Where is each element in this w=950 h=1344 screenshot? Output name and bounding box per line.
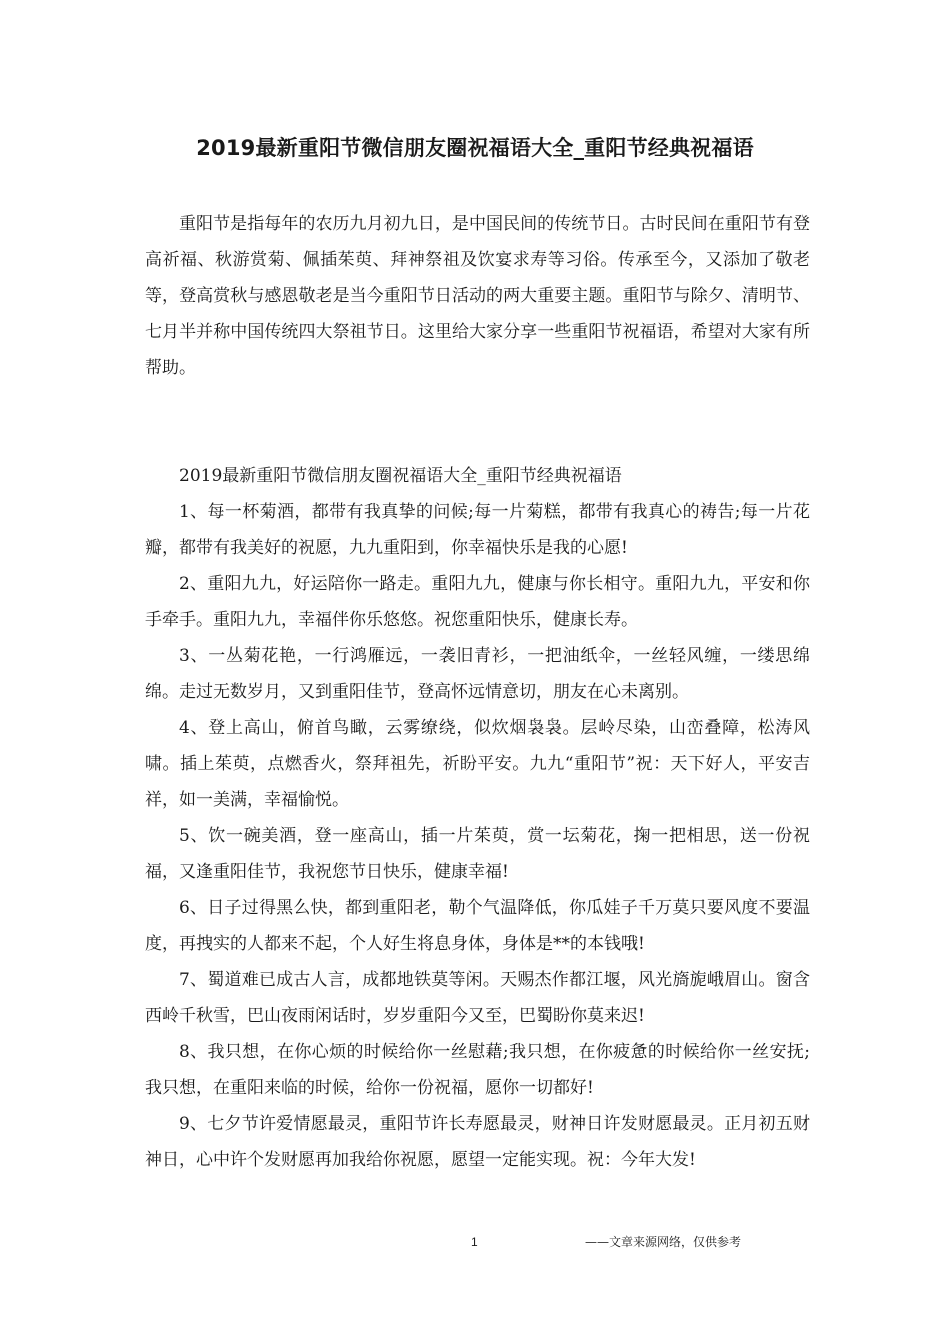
greeting-item-8: 8、我只想，在你心烦的时候给你一丝慰藉;我只想，在你疲惫的时候给你一丝安抚;我只想，在重阳来临的时候，给你一份祝福，愿你一切都好! — [145, 1042, 810, 1098]
greeting-item-9: 9、七夕节许爱情愿最灵，重阳节许长寿愿最灵，财神日许发财愿最灵。正月初五财神日，心中许个发财愿再加我给你祝愿，愿望一定能实现。祝：今年大发! — [145, 1114, 810, 1170]
greeting-item-1: 1、每一杯菊酒，都带有我真挚的问候;每一片菊糕，都带有我真心的祷告;每一片花瓣，都带有我美好的祝愿，九九重阳到，你幸福快乐是我的心愿! — [145, 502, 810, 558]
document-title: 2019最新重阳节微信朋友圈祝福语大全_重阳节经典祝福语 — [196, 136, 754, 160]
paragraph-spacer — [145, 386, 810, 422]
greeting-item-4: 4、登上高山，俯首鸟瞰，云雾缭绕，似炊烟袅袅。层岭尽染，山峦叠障，松涛风啸。插上茱萸，点燃香火，祭拜祖先，祈盼平安。九九“重阳节”祝：天下好人，平安吉祥，如一美满，幸福愉悦。 — [145, 718, 810, 810]
page-footer — [0, 1230, 950, 1254]
greeting-item-6: 6、日子过得黑么快，都到重阳老，勒个气温降低，你瓜娃子千万莫只要风度不要温度，再拽实的人都来不起，个人好生将息身体，身体是**的本钱哦! — [145, 898, 810, 954]
paragraph-spacer — [145, 422, 810, 458]
greeting-item-5: 5、饮一碗美酒，登一座高山，插一片茱萸，赏一坛菊花，掬一把相思，送一份祝福，又逢重阳佳节，我祝您节日快乐，健康幸福! — [145, 826, 810, 882]
greeting-item-3: 3、一丛菊花艳，一行鸿雁远，一袭旧青衫，一把油纸伞，一丝轻风缠，一缕思绵绵。走过无数岁月，又到重阳佳节，登高怀远情意切，朋友在心未离别。 — [145, 646, 810, 702]
page-number: 1 — [471, 1235, 478, 1249]
document-body — [145, 206, 810, 1178]
greeting-item-2: 2、重阳九九，好运陪你一路走。重阳九九，健康与你长相守。重阳九九，平安和你手牵手。重阳九九，幸福伴你乐悠悠。祝您重阳快乐，健康长寿。 — [145, 574, 810, 630]
source-note: ——文章来源网络，仅供参考 — [585, 1235, 742, 1249]
intro-paragraph: 重阳节是指每年的农历九月初九日，是中国民间的传统节日。古时民间在重阳节有登高祈福、秋游赏菊、佩插茱萸、拜神祭祖及饮宴求寿等习俗。传承至今，又添加了敬老等，登高赏秋与感恩敬老是当今重阳节日活动的两大重要主题。重阳节与除夕、清明节、七月半并称中国传统四大祭祖节日。这里给大家分享一些重阳节祝福语，希望对大家有所帮助。 — [145, 214, 810, 378]
greeting-item-7: 7、蜀道难已成古人言，成都地铁莫等闲。天赐杰作都江堰，风光旖旎峨眉山。窗含西岭千秋雪，巴山夜雨闲话时，岁岁重阳今又至，巴蜀盼你莫来迟! — [145, 970, 810, 1026]
section-heading: 2019最新重阳节微信朋友圈祝福语大全_重阳节经典祝福语 — [179, 466, 622, 486]
